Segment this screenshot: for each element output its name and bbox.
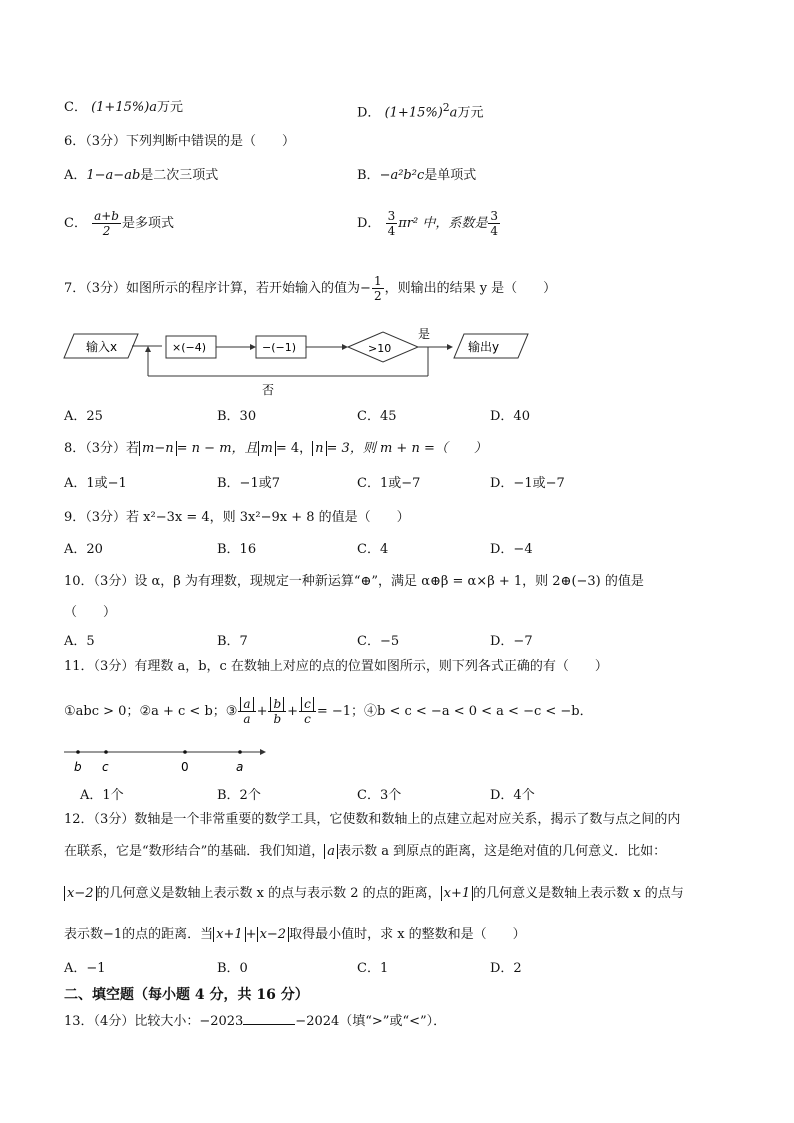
q12-line1: 12．（3分）数轴是一个非常重要的数学工具，它使数和数轴上的点建立起对应关系，揭示了数与点之间的内	[64, 812, 681, 827]
q12-line4: 表示数−1的点的距离．当 x+1 + x−2 取得最小值时，求 x 的整数和是（ ）	[64, 927, 526, 942]
flow-box-multiply-label: ×(−4)	[172, 341, 207, 354]
flow-box-subtract-label: −(−1)	[262, 341, 297, 354]
q12-option-d: D．2	[490, 961, 522, 976]
q8-option-c: C．1或−7	[357, 476, 421, 491]
q6-option-d: D． $\frac{3}{4}$ πr² 中，系数是 $\frac{3}{4}$	[357, 209, 498, 238]
q11-stem: 11．（3分）有理数 a，b，c 在数轴上对应的点的位置如图所示，则下列各式正确的有（ ）	[64, 659, 608, 674]
point-b	[76, 750, 80, 754]
q12-line3: x−2 的几何意义是数轴上表示数 x 的点与表示数 2 的点的距离， x+1 的几何意义是数轴上表示数 x 的点与	[64, 884, 684, 904]
flow-no-label: 否	[262, 383, 275, 397]
label-c: c	[102, 760, 109, 774]
label-b: b	[74, 760, 82, 774]
label-a: a	[236, 760, 244, 774]
q11-number-line	[62, 744, 272, 776]
q9-option-b: B．16	[217, 542, 257, 557]
q5-option-c: C． (1+15%)a万元	[64, 100, 184, 115]
q9-option-c: C．4	[357, 542, 389, 557]
q12-option-a: A．−1	[64, 961, 106, 976]
q7-option-d: D．40	[490, 409, 530, 424]
q10-option-b: B．7	[217, 634, 248, 649]
q9-option-d: D．−4	[490, 542, 533, 557]
flow-output-label: 输出y	[468, 340, 500, 354]
q7-option-c: C．45	[357, 409, 397, 424]
label-0: 0	[181, 760, 189, 774]
q9-option-a: A．20	[64, 542, 103, 557]
q8-option-d: D．−1或−7	[490, 476, 565, 491]
q12-line2: 在联系，它是“数形结合”的基础．我们知道， a 表示数 a 到原点的距离，这是绝对值的几何意义．比如：	[64, 844, 667, 859]
q6-stem: 6．（3分）下列判断中错误的是（ ）	[64, 134, 296, 149]
q10-option-c: C．−5	[357, 634, 400, 649]
q7-option-a: A．25	[64, 409, 103, 424]
q7-flowchart	[62, 326, 542, 398]
point-c	[104, 750, 108, 754]
q7-stem: 7．（3分）如图所示的程序计算，若开始输入的值为− $\frac{1}{2}$ ，则输出的结果 y 是（ ）	[64, 274, 557, 303]
q6-option-b: B．−a²b²c是单项式	[357, 168, 477, 183]
q12-option-b: B．0	[217, 961, 248, 976]
q11-statements: ①abc > 0；②a + c < b；③ $\frac{a}{a}$ + $\frac{b}{b}$ + $\frac{c}{c}$ = −1；④b < c < −a < 0 < a < −c < −b．	[64, 697, 593, 726]
flow-condition-label: >10	[368, 342, 392, 355]
q13-stem: 13．（4分）比较大小：−2023 −2024（填“>”或“<”）．	[64, 1010, 446, 1032]
q9-stem: 9．（3分）若 x²−3x = 4，则 3x²−9x + 8 的值是（ ）	[64, 510, 410, 525]
q10-option-a: A．5	[64, 634, 95, 649]
q5-option-d: D． $(1+15\%)^2a$万元	[357, 101, 484, 121]
flow-yes-label: 是	[418, 327, 431, 341]
q10-stem: 10．（3分）设 α，β 为有理数，现规定一种新运算“⊕”，满足 α⊕β = α×β + 1，则 2⊕(−3) 的值是	[64, 574, 644, 589]
q11-option-c: C．3个	[357, 788, 402, 803]
flow-input-label: 输入x	[86, 340, 118, 354]
q11-option-a: A．1个	[80, 788, 124, 803]
q12-option-c: C．1	[357, 961, 389, 976]
q10-stem-paren: （ ）	[64, 605, 117, 620]
q6-option-c: C． $\frac{a+b}{2}$ 是多项式	[64, 209, 174, 238]
q8-option-b: B．−1或7	[217, 476, 280, 491]
point-0	[183, 750, 187, 754]
q10-option-d: D．−7	[490, 634, 533, 649]
q8-option-a: A．1或−1	[64, 476, 127, 491]
q11-option-d: D．4个	[490, 788, 535, 803]
q7-option-b: B．30	[217, 409, 257, 424]
section-heading-fill-in: 二、填空题（每小题 4 分，共 16 分）	[64, 987, 309, 1003]
number-line-arrow	[260, 749, 266, 755]
point-a	[238, 750, 242, 754]
q8-stem: 8．（3分）若 m−n = n − m，且 m = 4， n = 3，则 m + n =（ ）	[64, 441, 487, 456]
q6-option-a: A．1−a−ab是二次三项式	[64, 168, 219, 183]
q13-answer-blank[interactable]	[243, 1010, 295, 1025]
q11-option-b: B．2个	[217, 788, 261, 803]
